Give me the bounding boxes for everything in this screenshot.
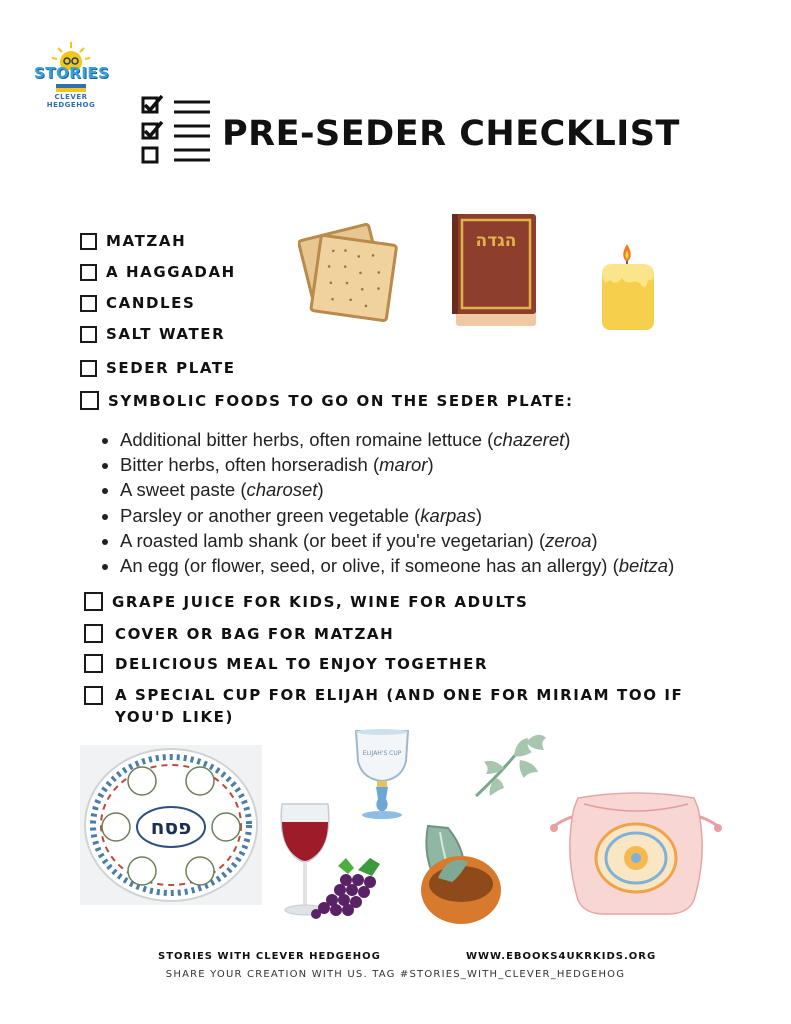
list-item: • A roasted lamb shank (or beet if you're vegetarian) (zeroa) (120, 528, 674, 553)
brand-logo (34, 40, 108, 112)
item-label-wrap (115, 684, 683, 728)
symbolic-foods-list (100, 427, 674, 578)
candle-icon (598, 240, 658, 332)
haggadah-cover-text: הגדה (475, 231, 517, 251)
list-item: • An egg (or flower, seed, or olive, if someone has an allergy) (beitza) (120, 553, 674, 578)
seder-plate-icon (80, 745, 262, 905)
item-label: CANDLES (106, 294, 196, 312)
checklist-item-seder-plate[interactable] (80, 359, 236, 377)
checkbox[interactable] (80, 233, 97, 250)
checkbox[interactable] (80, 360, 97, 377)
seder-plate-center-text: פסח (150, 815, 192, 839)
item-label: A SPECIAL CUP FOR ELIJAH (AND ONE FOR MIRIAM TOO IF (115, 686, 684, 704)
checklist-item-haggadah[interactable] (80, 263, 236, 281)
item-label: COVER OR BAG FOR MATZAH (115, 624, 395, 643)
elijah-cup-label: ELIJAH'S CUP (362, 750, 402, 757)
logo-line2: HEDGEHOG (46, 101, 96, 109)
matzah-icon (298, 212, 404, 330)
footer-brand: STORIES WITH CLEVER HEDGEHOG (158, 951, 381, 962)
parsley-icon (466, 728, 548, 804)
checkbox[interactable] (80, 326, 97, 343)
list-item: • A sweet paste (charoset) (120, 477, 674, 502)
list-item: • Parsley or another green vegetable (karpas) (120, 503, 674, 528)
checklist-item-meal[interactable] (84, 654, 488, 673)
checklist-item-matzah-cover[interactable] (84, 624, 394, 643)
checklist-item-salt-water[interactable] (80, 325, 225, 343)
elijah-cup-icon (352, 727, 412, 823)
checklist-item-elijah-cup[interactable] (84, 684, 683, 728)
footer-share-text: SHARE YOUR CREATION WITH US. TAG #STORIES_WITH_CLEVER_HEDGEHOG (165, 969, 626, 980)
checkbox[interactable] (84, 624, 103, 643)
checklist-icon (138, 94, 214, 166)
checkbox[interactable] (80, 264, 97, 281)
item-label: SEDER PLATE (106, 359, 236, 377)
checkbox[interactable] (84, 654, 103, 673)
item-label: A HAGGADAH (106, 263, 236, 281)
checkbox[interactable] (80, 295, 97, 312)
checklist-item-symbolic-foods[interactable] (80, 391, 574, 410)
checklist-item-candles[interactable] (80, 294, 195, 312)
flag-stripe-yellow (56, 88, 86, 92)
item-label: SYMBOLIC FOODS TO GO ON THE SEDER PLATE: (108, 391, 574, 410)
bowl-with-lettuce-icon (418, 818, 504, 924)
item-label: SALT WATER (106, 325, 226, 343)
logo-title: STORIES (34, 64, 110, 82)
checklist-item-grape-juice[interactable] (84, 592, 528, 611)
list-item: • Additional bitter herbs, often romaine lettuce (chazeret) (120, 427, 674, 452)
item-label: GRAPE JUICE FOR KIDS, WINE FOR ADULTS (112, 592, 529, 611)
logo-line1: CLEVER (54, 93, 88, 101)
checkbox[interactable] (84, 686, 103, 705)
item-label-continued: YOU'D LIKE) (115, 708, 234, 726)
haggadah-book-icon (450, 212, 540, 330)
matzah-bag-icon (548, 784, 724, 918)
item-label: MATZAH (106, 232, 187, 250)
checkbox[interactable] (84, 592, 103, 611)
checkbox[interactable] (80, 391, 99, 410)
item-label: DELICIOUS MEAL TO ENJOY TOGETHER (115, 654, 489, 673)
footer-website: WWW.EBOOKS4UKRKIDS.ORG (466, 951, 657, 962)
checklist-item-matzah[interactable] (80, 232, 186, 250)
page-title: PRE-SEDER CHECKLIST (222, 114, 680, 154)
list-item: • Bitter herbs, often horseradish (maror) (120, 452, 674, 477)
